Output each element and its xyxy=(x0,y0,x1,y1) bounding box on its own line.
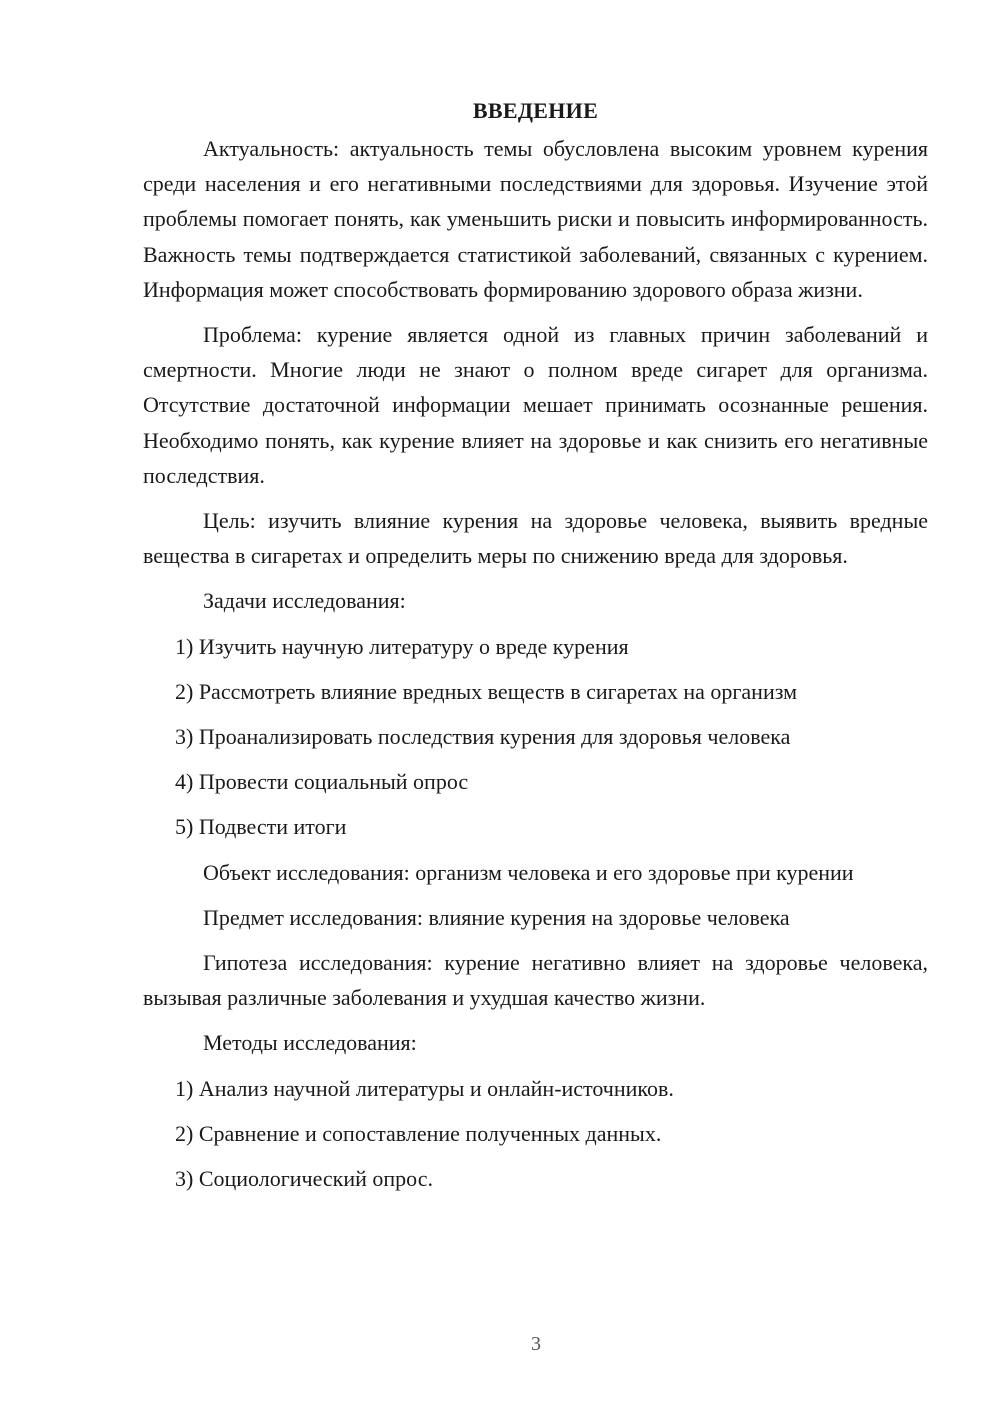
problem-paragraph: Проблема: курение является одной из главных причин заболеваний и смертности. Многие люди не знают о полном вреде сигарет для организма. Отсутствие достаточной информации мешает принимать осознанные решения. Необходимо понять, как курение влияет на здоровье и как снизить его негативные последствия. xyxy=(143,322,928,488)
methods-label: Методы исследования: xyxy=(203,1030,417,1056)
page-title: ВВЕДЕНИЕ xyxy=(472,98,599,123)
list-item: 2) Рассмотреть влияние вредных веществ в сигаретах на организм xyxy=(175,678,798,704)
list-item: 3) Социологический опрос. xyxy=(175,1166,433,1192)
list-item: 1) Анализ научной литературы и онлайн-источников. xyxy=(175,1075,674,1101)
tasks-label: Задачи исследования: xyxy=(203,588,406,614)
tasks-list xyxy=(143,629,928,845)
methods-list xyxy=(143,1071,928,1197)
goal-paragraph: Цель: изучить влияние курения на здоровье человека, выявить вредные вещества в сигаретах и определить меры по снижению вреда для здоровья. xyxy=(143,508,928,569)
page-number: 3 xyxy=(531,1333,541,1355)
relevance-paragraph: Актуальность: актуальность темы обусловлена высоким уровнем курения среди населения и его негативными последствиями для здоровья. Изучение этой проблемы помогает понять, как уменьшить риски и повысить информированность. Важность темы подтверждается статистикой заболеваний, связанных с курением. Информация может способствовать формированию здорового образа жизни. xyxy=(143,136,928,302)
list-item: 2) Сравнение и сопоставление полученных данных. xyxy=(175,1120,662,1146)
document-page xyxy=(143,96,928,1206)
subject-paragraph: Предмет исследования: влияние курения на здоровье человека xyxy=(203,904,790,930)
list-item: 5) Подвести итоги xyxy=(175,814,347,840)
list-item: 1) Изучить научную литературу о вреде курения xyxy=(175,633,629,659)
object-paragraph: Объект исследования: организм человека и его здоровье при курении xyxy=(203,859,854,885)
hypothesis-paragraph: Гипотеза исследования: курение негативно влияет на здоровье человека, вызывая различные заболевания и ухудшая качество жизни. xyxy=(143,950,928,1011)
list-item: 3) Проанализировать последствия курения для здоровья человека xyxy=(175,724,791,750)
list-item: 4) Провести социальный опрос xyxy=(175,769,469,795)
